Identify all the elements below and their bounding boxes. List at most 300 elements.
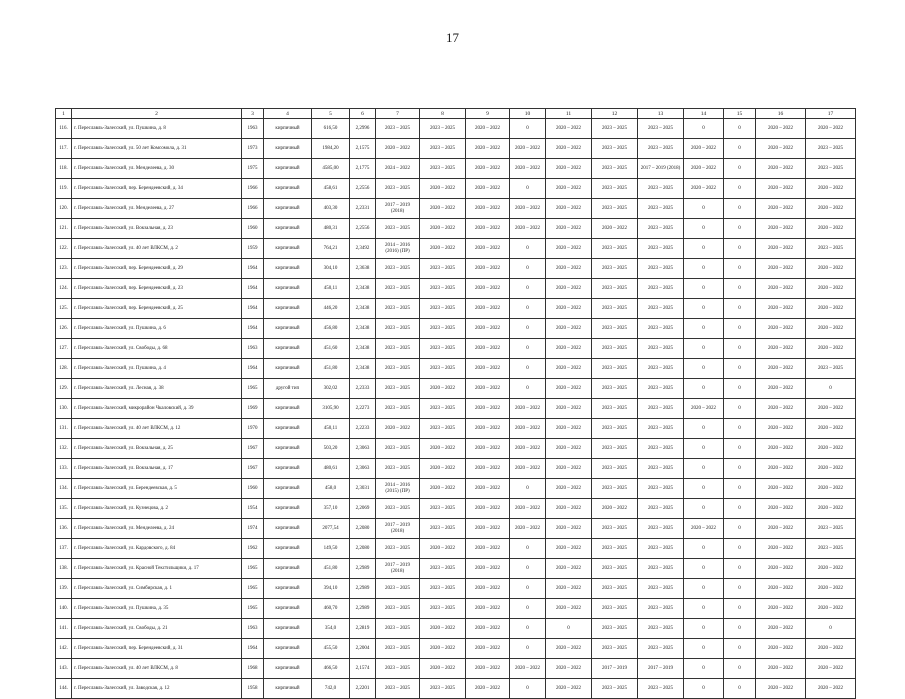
- table-cell: 2020 – 2022: [806, 219, 856, 239]
- table-cell: 2020 – 2022: [466, 199, 510, 219]
- table-cell: 2020 – 2022: [756, 539, 806, 559]
- table-cell: 131.: [56, 419, 72, 439]
- table-cell: 2020 – 2022: [806, 319, 856, 339]
- table-cell: 135.: [56, 499, 72, 519]
- table-cell: 357,10: [312, 499, 350, 519]
- column-header: 1: [56, 109, 72, 119]
- table-row: [56, 579, 856, 599]
- table-cell: 2,2333: [350, 379, 376, 399]
- address-cell: г. Переславль-Залесский, ул. Свободы, д. 68: [72, 339, 242, 359]
- table-cell: 0: [724, 439, 756, 459]
- table-cell: кирпичный: [264, 659, 312, 679]
- table-cell: 2020 – 2022: [420, 199, 466, 219]
- table-cell: 2020 – 2022: [546, 279, 592, 299]
- table-cell: 2023 – 2025: [638, 439, 684, 459]
- address-cell: г. Переславль-Залесский, пер. Берендеевский, д. 34: [72, 179, 242, 199]
- table-cell: 458,0: [312, 479, 350, 499]
- table-cell: 1965: [242, 579, 264, 599]
- table-cell: 0: [684, 539, 724, 559]
- table-cell: 2023 – 2025: [376, 299, 420, 319]
- table-cell: 0: [684, 659, 724, 679]
- table-cell: кирпичный: [264, 139, 312, 159]
- table-cell: 0: [724, 659, 756, 679]
- table-cell: 2020 – 2022: [756, 339, 806, 359]
- table-cell: 2,2989: [350, 579, 376, 599]
- table-cell: 2020 – 2022: [466, 359, 510, 379]
- table-cell: 2020 – 2022: [466, 219, 510, 239]
- table-row: [56, 659, 856, 679]
- table-cell: 2020 – 2022: [546, 519, 592, 539]
- address-cell: г. Переславль-Залесский, ул. 50 лет Комсомола, д. 31: [72, 139, 242, 159]
- table-cell: кирпичный: [264, 559, 312, 579]
- table-cell: 1964: [242, 639, 264, 659]
- table-cell: 2023 – 2025: [638, 359, 684, 379]
- table-cell: 2023 – 2025: [806, 159, 856, 179]
- column-header: 15: [724, 109, 756, 119]
- table-cell: 2023 – 2025: [638, 119, 684, 139]
- table-cell: 2023 – 2025: [592, 259, 638, 279]
- table-cell: 2020 – 2022: [466, 619, 510, 639]
- table-cell: 2020 – 2022: [420, 619, 466, 639]
- table-cell: 2020 – 2022: [510, 659, 546, 679]
- table-cell: 0: [510, 599, 546, 619]
- table-cell: 0: [724, 579, 756, 599]
- table-cell: 2020 – 2022: [546, 679, 592, 699]
- table-cell: 1974: [242, 519, 264, 539]
- address-cell: г. Переславль-Залесский, ул. Берендеевская, д. 5: [72, 479, 242, 499]
- table-cell: 2020 – 2022: [466, 459, 510, 479]
- table-cell: 2020 – 2022: [756, 139, 806, 159]
- table-cell: 119.: [56, 179, 72, 199]
- table-cell: 2020 – 2022: [466, 279, 510, 299]
- table-cell: 1965: [242, 379, 264, 399]
- table-cell: 2020 – 2022: [510, 399, 546, 419]
- table-cell: 2023 – 2025: [592, 539, 638, 559]
- table-cell: 304,10: [312, 259, 350, 279]
- table-cell: 117.: [56, 139, 72, 159]
- table-cell: 2023 – 2025: [420, 119, 466, 139]
- table-cell: 0: [724, 239, 756, 259]
- table-cell: 2023 – 2025: [638, 319, 684, 339]
- table-cell: 2020 – 2022: [756, 199, 806, 219]
- table-row: [56, 479, 856, 499]
- table-cell: 1959: [242, 239, 264, 259]
- table-cell: 2,3063: [350, 459, 376, 479]
- table-cell: 616,50: [312, 119, 350, 139]
- address-cell: г. Переславль-Залесский, микрорайон Чкаловский, д. 39: [72, 399, 242, 419]
- table-cell: 2023 – 2025: [376, 379, 420, 399]
- table-cell: 2020 – 2022: [756, 359, 806, 379]
- table-cell: 2020 – 2022: [806, 499, 856, 519]
- table-cell: 2020 – 2022: [510, 419, 546, 439]
- table-cell: 0: [510, 359, 546, 379]
- table-cell: 0: [510, 619, 546, 639]
- table-cell: 2,2004: [350, 639, 376, 659]
- table-cell: 2020 – 2022: [756, 239, 806, 259]
- table-cell: 2020 – 2022: [466, 179, 510, 199]
- table-cell: 0: [510, 259, 546, 279]
- table-cell: 2023 – 2025: [638, 579, 684, 599]
- table-cell: 2020 – 2022: [466, 559, 510, 579]
- table-cell: 394,10: [312, 579, 350, 599]
- table-cell: 0: [724, 419, 756, 439]
- table-cell: 0: [684, 299, 724, 319]
- table-cell: 2020 – 2022: [756, 579, 806, 599]
- table-row: [56, 339, 856, 359]
- table-cell: 2020 – 2022: [592, 499, 638, 519]
- table-cell: 2020 – 2022: [806, 659, 856, 679]
- table-cell: 2020 – 2022: [466, 539, 510, 559]
- table-cell: 0: [724, 359, 756, 379]
- table-cell: 0: [510, 319, 546, 339]
- table-cell: 2023 – 2025: [420, 319, 466, 339]
- column-header: 7: [376, 109, 420, 119]
- housing-registry-table: [55, 108, 856, 699]
- table-cell: 2020 – 2022: [466, 139, 510, 159]
- table-cell: 0: [724, 219, 756, 239]
- table-cell: 2023 – 2025: [376, 179, 420, 199]
- table-cell: 1975: [242, 159, 264, 179]
- table-cell: 2020 – 2022: [806, 459, 856, 479]
- table-cell: 0: [724, 319, 756, 339]
- table-cell: 2020 – 2022: [420, 539, 466, 559]
- table-cell: 2020 – 2022: [376, 139, 420, 159]
- address-cell: г. Переславль-Залесский, ул. Пушкина, д. 4: [72, 359, 242, 379]
- table-cell: 2020 – 2022: [806, 179, 856, 199]
- table-cell: 2023 – 2025: [420, 399, 466, 419]
- table-cell: 2020 – 2022: [546, 659, 592, 679]
- table-cell: 2023 – 2025: [592, 619, 638, 639]
- table-row: [56, 599, 856, 619]
- table-cell: 129.: [56, 379, 72, 399]
- table-cell: 2,3438: [350, 359, 376, 379]
- table-cell: 2023 – 2025: [420, 579, 466, 599]
- table-cell: 2020 – 2022: [684, 179, 724, 199]
- table-cell: 2023 – 2025: [420, 499, 466, 519]
- table-cell: 2020 – 2022: [420, 459, 466, 479]
- table-cell: 2020 – 2022: [806, 199, 856, 219]
- table-cell: 138.: [56, 559, 72, 579]
- column-header: 17: [806, 109, 856, 119]
- table-row: [56, 219, 856, 239]
- table-cell: 0: [510, 179, 546, 199]
- address-cell: г. Переславль-Залесский, ул. Кузнецова, д. 2: [72, 499, 242, 519]
- table-cell: 2020 – 2022: [466, 659, 510, 679]
- table-cell: кирпичный: [264, 499, 312, 519]
- table-cell: 2020 – 2022: [546, 499, 592, 519]
- table-cell: 0: [684, 259, 724, 279]
- table-cell: 2020 – 2022: [756, 439, 806, 459]
- table-cell: 0: [724, 379, 756, 399]
- table-cell: 1960: [242, 219, 264, 239]
- table-cell: 2023 – 2025: [376, 399, 420, 419]
- table-cell: 144.: [56, 679, 72, 699]
- table-cell: 2020 – 2022: [510, 219, 546, 239]
- table-cell: 403,30: [312, 199, 350, 219]
- table-cell: 2023 – 2025: [376, 439, 420, 459]
- table-cell: 2023 – 2025: [638, 299, 684, 319]
- address-cell: г. Переславль-Залесский, ул. Вокзальная, д. 23: [72, 219, 242, 239]
- table-cell: кирпичный: [264, 299, 312, 319]
- table-cell: 2020 – 2022: [376, 419, 420, 439]
- table-cell: 2023 – 2025: [592, 339, 638, 359]
- table-cell: 2,2273: [350, 399, 376, 419]
- table-cell: 123.: [56, 259, 72, 279]
- table-cell: 2023 – 2025: [592, 239, 638, 259]
- table-cell: 2020 – 2022: [466, 499, 510, 519]
- address-cell: г. Переславль-Залесский, пер. Берендеевский, д. 25: [72, 299, 242, 319]
- table-cell: 2023 – 2025: [592, 179, 638, 199]
- table-cell: 2020 – 2022: [806, 279, 856, 299]
- table-cell: 127.: [56, 339, 72, 359]
- table-cell: 2023 – 2025: [638, 239, 684, 259]
- table-cell: 1963: [242, 339, 264, 359]
- table-cell: 2023 – 2025: [376, 319, 420, 339]
- table-row: [56, 539, 856, 559]
- table-cell: 2020 – 2022: [806, 259, 856, 279]
- table-cell: 302,02: [312, 379, 350, 399]
- table-row: [56, 179, 856, 199]
- table-cell: 2023 – 2025: [638, 479, 684, 499]
- table-cell: 2014 – 2016 (2016) (ПР): [376, 239, 420, 259]
- table-cell: 2023 – 2025: [376, 619, 420, 639]
- table-cell: 2020 – 2022: [756, 259, 806, 279]
- table-cell: 2023 – 2025: [420, 339, 466, 359]
- table-row: [56, 279, 856, 299]
- table-cell: 142.: [56, 639, 72, 659]
- table-cell: 124.: [56, 279, 72, 299]
- table-cell: 2020 – 2022: [546, 119, 592, 139]
- table-cell: 2020 – 2022: [420, 479, 466, 499]
- table-cell: 1970: [242, 419, 264, 439]
- table-cell: 2020 – 2022: [510, 159, 546, 179]
- table-cell: кирпичный: [264, 119, 312, 139]
- table-cell: 1964: [242, 279, 264, 299]
- table-cell: 2,2201: [350, 679, 376, 699]
- table-cell: кирпичный: [264, 679, 312, 699]
- column-header: 11: [546, 109, 592, 119]
- table-cell: 122.: [56, 239, 72, 259]
- table-cell: 0: [684, 599, 724, 619]
- table-cell: 0: [684, 679, 724, 699]
- table-cell: 0: [724, 199, 756, 219]
- table-body: [56, 119, 856, 699]
- table-cell: 2023 – 2025: [592, 279, 638, 299]
- table-cell: 0: [684, 239, 724, 259]
- table-cell: 2,2556: [350, 219, 376, 239]
- table-cell: 1968: [242, 659, 264, 679]
- table-cell: 1962: [242, 539, 264, 559]
- table-cell: 0: [684, 359, 724, 379]
- table-cell: 132.: [56, 439, 72, 459]
- table-cell: 0: [684, 559, 724, 579]
- table-cell: кирпичный: [264, 319, 312, 339]
- table-cell: 0: [724, 599, 756, 619]
- table-cell: 2023 – 2025: [376, 499, 420, 519]
- address-cell: г. Переславль-Залесский, ул. Заводская, д. 12: [72, 679, 242, 699]
- header-row: [56, 109, 856, 119]
- table-cell: 1963: [242, 119, 264, 139]
- table-cell: 2020 – 2022: [420, 219, 466, 239]
- table-cell: 2020 – 2022: [510, 439, 546, 459]
- table-cell: 2020 – 2022: [756, 659, 806, 679]
- table-cell: 2023 – 2025: [420, 279, 466, 299]
- table-cell: 1954: [242, 499, 264, 519]
- table-cell: 2020 – 2022: [546, 559, 592, 579]
- table-cell: 2023 – 2025: [638, 399, 684, 419]
- table-row: [56, 379, 856, 399]
- table-cell: 1966: [242, 179, 264, 199]
- table-cell: 2023 – 2025: [638, 679, 684, 699]
- table-cell: 2023 – 2025: [592, 199, 638, 219]
- column-header: 6: [350, 109, 376, 119]
- address-cell: г. Переславль-Залесский, ул. Пушкина, д. 35: [72, 599, 242, 619]
- table-cell: 2020 – 2022: [466, 319, 510, 339]
- table-cell: 2023 – 2025: [638, 639, 684, 659]
- table-cell: 0: [724, 539, 756, 559]
- table-cell: 2023 – 2025: [592, 359, 638, 379]
- table-cell: 0: [724, 639, 756, 659]
- table-cell: 2020 – 2022: [420, 179, 466, 199]
- table-cell: 2023 – 2025: [638, 539, 684, 559]
- table-cell: 1969: [242, 399, 264, 419]
- table-cell: 0: [684, 219, 724, 239]
- table-cell: кирпичный: [264, 519, 312, 539]
- table-cell: 450,11: [312, 419, 350, 439]
- table-cell: 0: [684, 339, 724, 359]
- table-cell: 2020 – 2022: [466, 439, 510, 459]
- table-cell: 2023 – 2025: [592, 419, 638, 439]
- column-header: 13: [638, 109, 684, 119]
- column-header: 4: [264, 109, 312, 119]
- table-cell: 2020 – 2022: [546, 139, 592, 159]
- column-header: 14: [684, 109, 724, 119]
- table-cell: 2020 – 2022: [546, 599, 592, 619]
- table-cell: 1960: [242, 479, 264, 499]
- table-cell: 2020 – 2022: [546, 239, 592, 259]
- table-cell: 2023 – 2025: [592, 519, 638, 539]
- table-cell: 1963: [242, 619, 264, 639]
- table-cell: 2020 – 2022: [546, 159, 592, 179]
- table-cell: 0: [684, 119, 724, 139]
- table-cell: 2020 – 2022: [756, 379, 806, 399]
- address-cell: г. Переславль-Залесский, пер. Берендеевский, д. 29: [72, 259, 242, 279]
- table-row: [56, 519, 856, 539]
- table-cell: 2020 – 2022: [546, 199, 592, 219]
- table-cell: 2020 – 2022: [466, 419, 510, 439]
- table-cell: 2,2989: [350, 559, 376, 579]
- table-cell: 2017 – 2019: [592, 659, 638, 679]
- table-cell: 1984,20: [312, 139, 350, 159]
- table-cell: 2,3063: [350, 439, 376, 459]
- table-cell: 0: [510, 679, 546, 699]
- table-row: [56, 499, 856, 519]
- table-cell: 455,50: [312, 639, 350, 659]
- table-cell: 2020 – 2022: [510, 459, 546, 479]
- table-cell: 2017 – 2019 (2018): [376, 559, 420, 579]
- table-cell: 2,1575: [350, 139, 376, 159]
- table-cell: кирпичный: [264, 619, 312, 639]
- table-cell: 0: [724, 479, 756, 499]
- table-cell: 0: [510, 119, 546, 139]
- table-cell: 2020 – 2022: [420, 659, 466, 679]
- column-header: 8: [420, 109, 466, 119]
- table-cell: 1965: [242, 599, 264, 619]
- table-cell: 2020 – 2022: [466, 679, 510, 699]
- table-cell: 0: [510, 639, 546, 659]
- table-cell: 134.: [56, 479, 72, 499]
- table-row: [56, 319, 856, 339]
- table-cell: 130.: [56, 399, 72, 419]
- table-cell: 0: [684, 619, 724, 639]
- table-row: [56, 139, 856, 159]
- table-cell: 2,3438: [350, 279, 376, 299]
- table-cell: 2023 – 2025: [376, 359, 420, 379]
- table-cell: 2023 – 2025: [806, 359, 856, 379]
- table-cell: 2023 – 2025: [592, 399, 638, 419]
- table-cell: 0: [724, 399, 756, 419]
- table-row: [56, 619, 856, 639]
- table-cell: 2020 – 2022: [756, 279, 806, 299]
- table-cell: 2020 – 2022: [684, 139, 724, 159]
- table-cell: 2023 – 2025: [592, 459, 638, 479]
- table-cell: 2020 – 2022: [806, 299, 856, 319]
- table-cell: 2020 – 2022: [756, 639, 806, 659]
- table-cell: 2023 – 2025: [638, 459, 684, 479]
- table-cell: 2020 – 2022: [756, 559, 806, 579]
- table-cell: 2023 – 2025: [592, 679, 638, 699]
- table-cell: 2020 – 2022: [806, 439, 856, 459]
- table-cell: 764,21: [312, 239, 350, 259]
- table-cell: 2023 – 2025: [420, 679, 466, 699]
- address-cell: г. Переславль-Залесский, ул. 40 лет ВЛКСМ, д. 2: [72, 239, 242, 259]
- column-header: 16: [756, 109, 806, 119]
- table-cell: 2020 – 2022: [684, 399, 724, 419]
- table-cell: 2023 – 2025: [592, 639, 638, 659]
- table-cell: 2,2069: [350, 499, 376, 519]
- table-cell: 2020 – 2022: [756, 459, 806, 479]
- address-cell: г. Переславль-Залесский, ул. Лесная, д. 38: [72, 379, 242, 399]
- table-cell: 0: [684, 439, 724, 459]
- table-cell: 2020 – 2022: [546, 439, 592, 459]
- address-cell: г. Переславль-Залесский, ул. Менделеева, д. 27: [72, 199, 242, 219]
- column-header: 9: [466, 109, 510, 119]
- table-cell: 1967: [242, 459, 264, 479]
- table-cell: 2020 – 2022: [806, 679, 856, 699]
- table-cell: 2023 – 2025: [376, 119, 420, 139]
- page-number: 17: [446, 30, 459, 45]
- table-cell: 2023 – 2025: [376, 339, 420, 359]
- table-cell: 2020 – 2022: [806, 399, 856, 419]
- table-cell: 2,3638: [350, 259, 376, 279]
- table-cell: кирпичный: [264, 279, 312, 299]
- address-cell: г. Переславль-Залесский, ул. Вокзальная, д. 17: [72, 459, 242, 479]
- table-cell: 2023 – 2025: [638, 419, 684, 439]
- table-cell: 2023 – 2025: [592, 299, 638, 319]
- table-cell: 139.: [56, 579, 72, 599]
- table-cell: 2023 – 2025: [592, 319, 638, 339]
- table-cell: 2023 – 2025: [420, 519, 466, 539]
- table-cell: 2020 – 2022: [546, 639, 592, 659]
- table-row: [56, 679, 856, 699]
- table-cell: 2023 – 2025: [638, 219, 684, 239]
- table-cell: 2,3438: [350, 339, 376, 359]
- table-cell: 458,61: [312, 179, 350, 199]
- table-cell: кирпичный: [264, 159, 312, 179]
- table-cell: 2020 – 2022: [546, 259, 592, 279]
- table-cell: 2020 – 2022: [466, 479, 510, 499]
- table-cell: 2023 – 2025: [638, 139, 684, 159]
